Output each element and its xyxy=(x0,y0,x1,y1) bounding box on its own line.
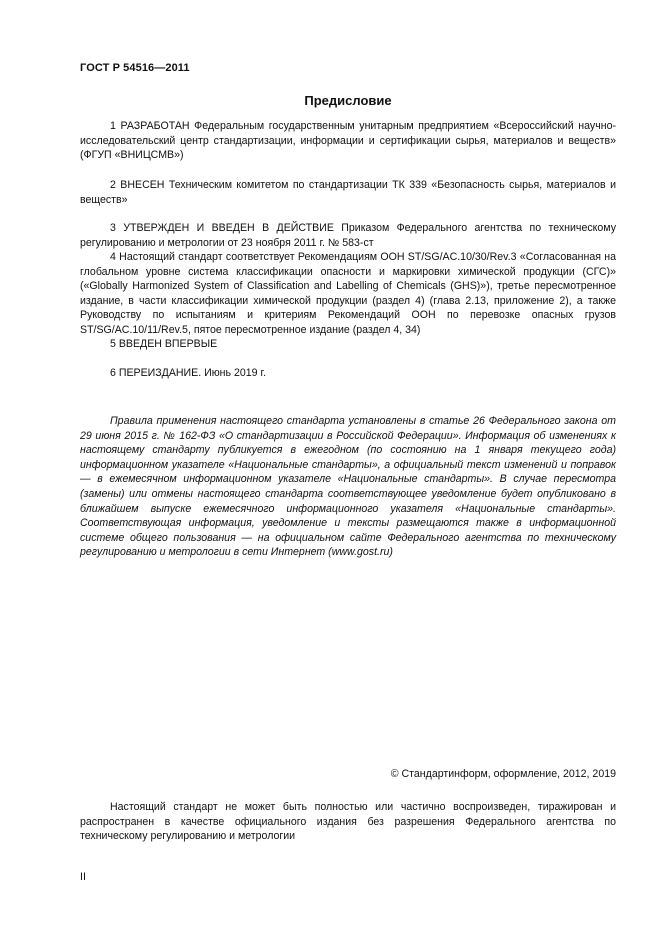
copyright-line: © Стандартинформ, оформление, 2012, 2019 xyxy=(390,768,616,780)
foreword-item-6: 6 ПЕРЕИЗДАНИЕ. Июнь 2019 г. xyxy=(110,367,267,379)
foreword-item-1: 1 РАЗРАБОТАН Федеральным государственным унитарным предприятием «Всероссийский научно-исследовательский центр стандартизации, информации и сертификации сырья, материалов и веществ» (ФГУП «ВНИЦСМВ») xyxy=(80,120,616,162)
standard-code-header: ГОСТ Р 54516—2011 xyxy=(80,62,190,74)
foreword-item-4: 4 Настоящий стандарт соответствует Рекомендациям ООН ST/SG/AC.10/30/Rev.3 «Согласованная на глобальном уровне система классификации опасности и маркировки химической продукции (СГС)» («Globally Harmonized System of Classification and Labelling of Chemicals (GHS)»), третье пересмотренное издание, в части классификации химической продукции (раздел 4) (глава 2.13, приложение 2), а также Руководству по испытаниям и критериям Рекомендаций ООН по перевозке опасных грузов ST/SG/AC.10/11/Rev.5, пятое пересмотренное издание (раздел 4, 34) xyxy=(80,251,616,336)
page-title: Предисловие xyxy=(304,93,392,108)
foreword-item-2: 2 ВНЕСЕН Техническим комитетом по стандартизации ТК 339 «Безопасность сырья, материалов и веществ» xyxy=(80,179,616,206)
foreword-item-3: 3 УТВЕРЖДЕН И ВВЕДЕН В ДЕЙСТВИЕ Приказом Федерального агентства по техническому регулированию и метрологии от 23 ноября 2011 г. № 583-ст xyxy=(80,222,616,249)
reproduction-notice: Настоящий стандарт не может быть полностью или частично воспроизведен, тиражирован и распространен в качестве официального издания без разрешения Федерального агентства по техническому регулированию и метрологии xyxy=(80,801,616,843)
application-rules-notice: Правила применения настоящего стандарта установлены в статье 26 Федерального закона от 29 июня 2015 г. № 162-ФЗ «О стандартизации в Российской Федерации». Информация об изменениях к настоящему стандарту публикуется в ежегодном (по состоянию на 1 января текущего года) информационном указателе «Национальные стандарты», а официальный текст изменений и поправок — в ежемесячном информационном указателе «Национальные стандарты». В случае пересмотра (замены) или отмены настоящего стандарта соответствующее уведомление будет опубликовано в ближайшем выпуске ежемесячного информационного указателя «Национальные стандарты». Соответствующая информация, уведомление и тексты размещаются также в информационной системе общего пользования — на официальном сайте Федерального агентства по техническому регулированию и метрологии в сети Интернет (www.gost.ru) xyxy=(80,415,616,559)
page-number: II xyxy=(80,871,86,883)
foreword-item-5: 5 ВВЕДЕН ВПЕРВЫЕ xyxy=(110,338,218,350)
